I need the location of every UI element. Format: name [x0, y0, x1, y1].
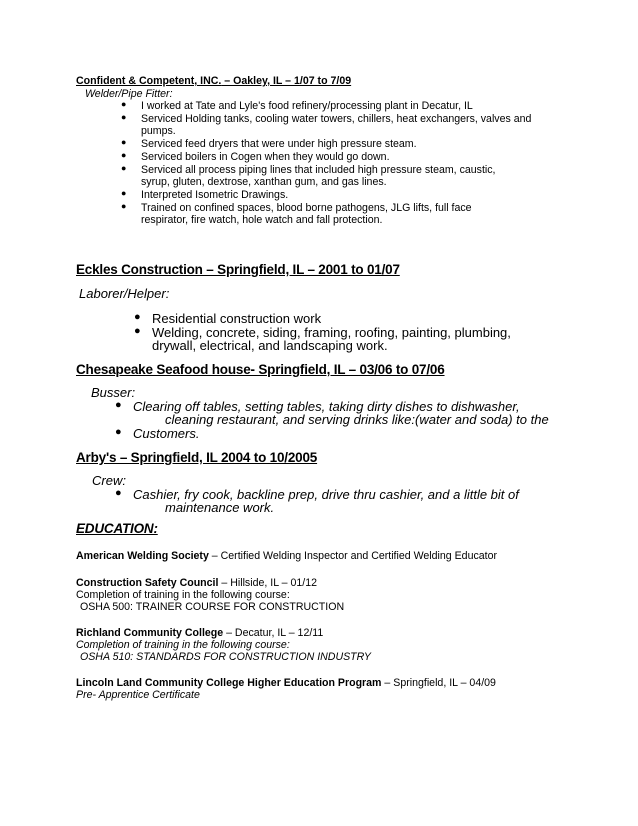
job1-bullet-2-cont: pumps.: [141, 125, 176, 137]
education-csc: [76, 577, 317, 589]
bullet-icon: ●: [115, 426, 122, 438]
job1-company: Confident & Competent, INC.: [76, 75, 222, 87]
job3-heading: Chesapeake Seafood house- Springfield, IL – 03/06 to 07/06: [76, 362, 445, 377]
rcc-name: Richland Community College: [76, 627, 224, 639]
bullet-icon: ●: [121, 150, 127, 160]
education-rcc: [76, 627, 323, 639]
bullet-icon: ●: [121, 137, 127, 147]
aws-name: American Welding Society: [76, 550, 209, 562]
job1-bullet-6: Interpreted Isometric Drawings.: [141, 189, 289, 201]
job1-bullet-5-cont: syrup, gluten, dextrose, xanthan gum, and gas lines.: [141, 176, 387, 188]
aws-desc: – Certified Welding Inspector and Certified Welding Educator: [208, 550, 498, 562]
education-heading: EDUCATION:: [76, 521, 158, 536]
job1-location-dates: – Oakley, IL – 1/07 to 7/09: [221, 75, 352, 87]
rcc-loc: – Decatur, IL – 12/11: [223, 627, 324, 639]
job4-bullet-1-cont: maintenance work.: [165, 500, 275, 515]
job1-bullet-2: Serviced Holding tanks, cooling water towers, chillers, heat exchangers, valves and: [141, 113, 532, 125]
job2-bullet-2-cont: drywall, electrical, and landscaping work.: [152, 338, 388, 353]
education-llcc: [76, 677, 496, 689]
job2-bullet-2: Welding, concrete, siding, framing, roofing, painting, plumbing,: [152, 325, 511, 340]
job3-title: Busser:: [91, 385, 136, 400]
bullet-icon: ●: [115, 487, 122, 499]
bullet-icon: ●: [121, 163, 127, 173]
csc-loc: – Hillside, IL – 01/12: [218, 577, 317, 589]
job3-bullet-1-cont: cleaning restaurant, and serving drinks like:(water and soda) to the: [165, 412, 549, 427]
job3-bullet-2: Customers.: [133, 426, 200, 441]
education-aws: [76, 550, 497, 562]
job1-heading: [76, 75, 351, 87]
rcc-line2: Completion of training in the following course:: [76, 639, 290, 651]
job4-title: Crew:: [92, 473, 126, 488]
job1-bullet-7-cont: respirator, fire watch, hole watch and fall protection.: [141, 214, 383, 226]
llcc-loc: – Springfield, IL – 04/09: [381, 677, 496, 689]
job1-bullet-7: Trained on confined spaces, blood borne pathogens, JLG lifts, full face: [141, 202, 472, 214]
llcc-name: Lincoln Land Community College Higher Education Program: [76, 677, 382, 689]
job2-title: Laborer/Helper:: [79, 286, 170, 301]
job1-bullet-1: I worked at Tate and Lyle's food refinery/processing plant in Decatur, IL: [141, 100, 473, 112]
csc-line2: Completion of training in the following course:: [76, 589, 290, 601]
bullet-icon: ●: [134, 311, 141, 323]
job1-bullet-5: Serviced all process piping lines that included high pressure steam, caustic,: [141, 164, 496, 176]
bullet-icon: ●: [121, 201, 127, 211]
rcc-line3: OSHA 510: STANDARDS FOR CONSTRUCTION INDUSTRY: [80, 651, 371, 663]
bullet-icon: ●: [121, 112, 127, 122]
job1-title: Welder/Pipe Fitter:: [85, 88, 173, 100]
job4-bullet-1: Cashier, fry cook, backline prep, drive thru cashier, and a little bit of: [133, 487, 519, 502]
job2-bullet-1: Residential construction work: [152, 311, 322, 326]
bullet-icon: ●: [115, 399, 122, 411]
job2-heading: Eckles Construction – Springfield, IL – 2001 to 01/07: [76, 262, 400, 277]
llcc-line2: Pre- Apprentice Certificate: [76, 689, 200, 701]
bullet-icon: ●: [121, 188, 127, 198]
job3-bullet-1: Clearing off tables, setting tables, taking dirty dishes to dishwasher,: [133, 399, 520, 414]
csc-line3: OSHA 500: TRAINER COURSE FOR CONSTRUCTION: [80, 601, 345, 613]
job1-bullet-3: Serviced feed dryers that were under high pressure steam.: [141, 138, 417, 150]
job1-bullet-4: Serviced boilers in Cogen when they would go down.: [141, 151, 390, 163]
csc-name: Construction Safety Council: [76, 577, 219, 589]
bullet-icon: ●: [134, 325, 141, 337]
bullet-icon: ●: [121, 99, 127, 109]
job4-heading: Arby's – Springfield, IL 2004 to 10/2005: [76, 450, 318, 465]
